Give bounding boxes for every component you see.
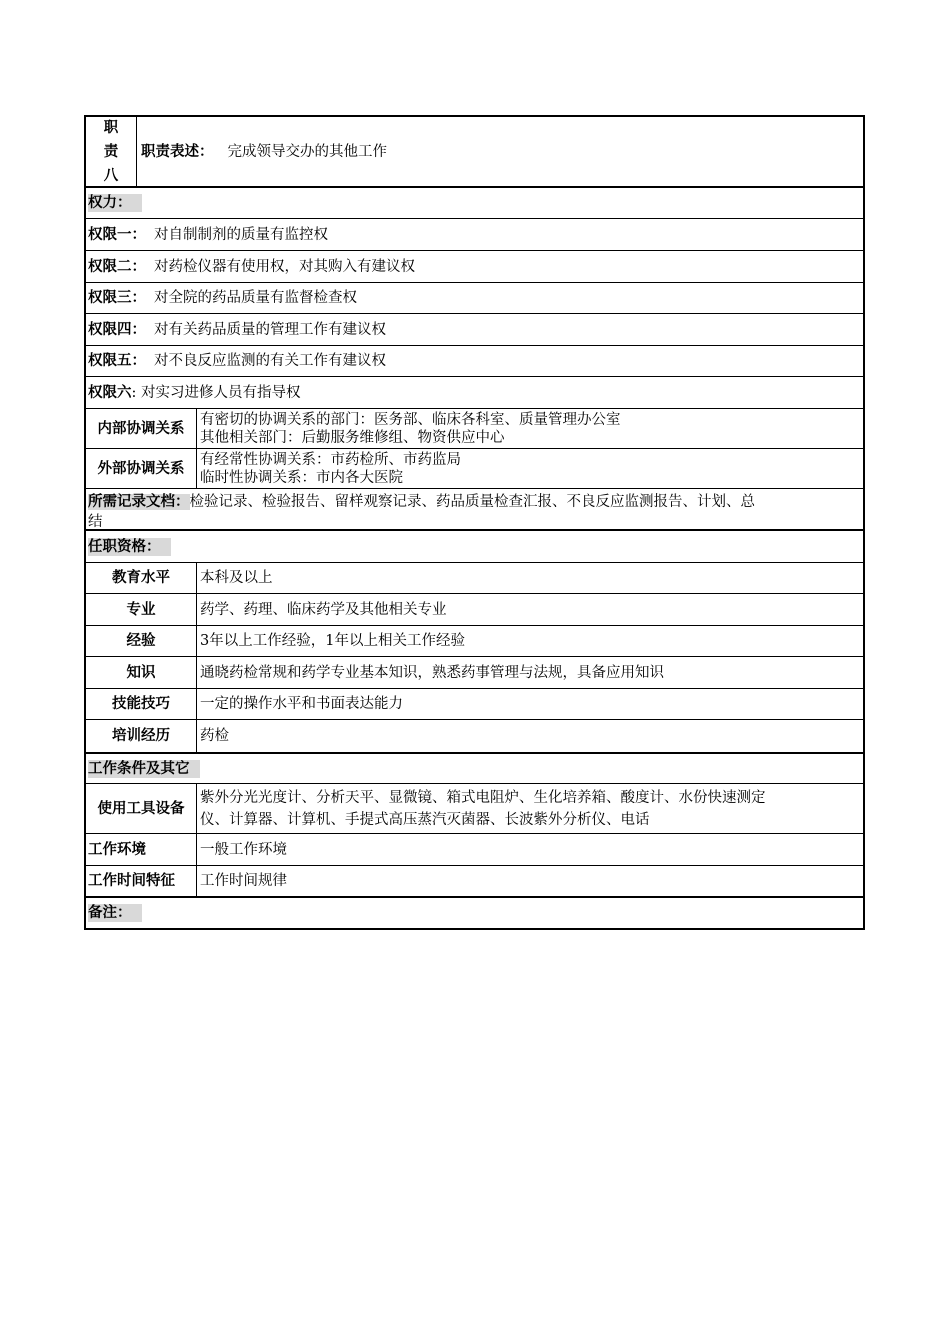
- records-label: 所需记录文档：: [88, 494, 190, 510]
- authority-item-text: 对有关药品质量的管理工作有建议权: [154, 321, 386, 338]
- qualification-row: [84, 626, 865, 657]
- qualification-value: 药检: [200, 728, 229, 744]
- environment-value: 一般工作环境: [200, 841, 287, 858]
- duty-label-char: 责: [103, 143, 119, 160]
- authority-header-row: [84, 188, 865, 219]
- authority-item-label: 权限四：: [88, 321, 146, 338]
- qualification-value: 通晓药检常规和药学专业基本知识，熟悉药事管理与法规，具备应用知识: [200, 664, 664, 681]
- environment-row: [84, 834, 865, 866]
- tools-line: 紫外分光光度计、分析天平、显微镜、箱式电阻炉、生化培养箱、酸度计、水份快速测定: [200, 789, 766, 806]
- internal-relations-value: [197, 409, 863, 448]
- external-relations-label: 外部协调关系: [97, 460, 185, 477]
- qualifications-header: 任职资格：: [88, 538, 171, 556]
- records-row: [84, 489, 865, 531]
- qualification-label: 培训经历: [112, 728, 170, 744]
- external-relations-value: [197, 449, 863, 488]
- qualification-label: 经验: [126, 633, 156, 649]
- internal-relations-line: 其他相关部门：后勤服务维修组、物资供应中心: [200, 429, 505, 446]
- authority-item-row: [84, 377, 865, 409]
- notes-row: [84, 898, 865, 930]
- authority-item-text: 对不良反应监测的有关工作有建议权: [154, 353, 386, 369]
- authority-item-label: 权限六: [88, 384, 132, 401]
- conditions-header: 工作条件及其它: [88, 760, 200, 778]
- qualification-label: 技能技巧: [112, 696, 170, 712]
- records-content: [86, 489, 863, 531]
- qualification-label: 教育水平: [112, 570, 170, 586]
- external-relations-row: [84, 449, 865, 489]
- authority-item-row: [84, 283, 865, 314]
- duty-eight-description: [137, 117, 863, 186]
- qualifications-header-row: [84, 531, 865, 563]
- job-description-table: [84, 115, 865, 930]
- authority-item-text: 对全院的药品质量有监督检查权: [154, 290, 357, 306]
- authority-item-text: : 对实习进修人员有指导权: [131, 384, 301, 401]
- notes-header: 备注：: [88, 904, 142, 922]
- internal-relations-row: [84, 409, 865, 449]
- authority-item-label: 权限一：: [88, 226, 146, 243]
- authority-header: 权力：: [88, 194, 142, 212]
- external-relations-label-cell: [86, 449, 197, 488]
- authority-item-row: [84, 314, 865, 346]
- conditions-header-row: [84, 754, 865, 784]
- authority-item-row: [84, 346, 865, 377]
- qualification-row: [84, 689, 865, 720]
- qualification-row: [84, 594, 865, 626]
- duty-desc-text: 完成领导交办的其他工作: [227, 143, 387, 160]
- duty-eight-row: [84, 115, 865, 188]
- authority-item-text: 对自制制剂的质量有监控权: [154, 226, 328, 243]
- tools-row: [84, 784, 865, 834]
- qualification-row: [84, 720, 865, 754]
- work-time-row: [84, 866, 865, 898]
- environment-label: 工作环境: [88, 841, 146, 858]
- duty-label-char: 职: [103, 119, 119, 136]
- authority-item-row: [84, 251, 865, 283]
- external-relations-line: 临时性协调关系：市内各大医院: [200, 469, 403, 486]
- internal-relations-label-cell: [86, 409, 197, 448]
- authority-item-row: [84, 219, 865, 251]
- qualification-row: [84, 563, 865, 594]
- qualification-label: 专业: [126, 601, 156, 618]
- tools-label: 使用工具设备: [97, 800, 185, 817]
- records-text-continued: 结: [88, 514, 103, 530]
- authority-item-label: 权限五：: [88, 353, 146, 369]
- qualification-value: 药学、药理、临床药学及其他相关专业: [200, 601, 447, 618]
- external-relations-line: 有经常性协调关系：市药检所、市药监局: [200, 451, 461, 468]
- qualification-label: 知识: [126, 664, 156, 681]
- qualification-value: 3年以上工作经验，1年以上相关工作经验: [200, 633, 465, 649]
- duty-label-char: 八: [103, 167, 119, 184]
- internal-relations-line: 有密切的协调关系的部门：医务部、临床各科室、质量管理办公室: [200, 411, 621, 428]
- qualification-row: [84, 657, 865, 689]
- authority-item-text: 对药检仪器有使用权，对其购入有建议权: [154, 258, 415, 275]
- internal-relations-label: 内部协调关系: [97, 420, 185, 437]
- work-time-label: 工作时间特征: [88, 873, 175, 889]
- authority-item-label: 权限三：: [88, 290, 146, 306]
- work-time-value: 工作时间规律: [200, 873, 287, 889]
- authority-item-label: 权限二：: [88, 258, 146, 275]
- records-text: 检验记录、检验报告、留样观察记录、药品质量检查汇报、不良反应监测报告、计划、总: [189, 494, 755, 510]
- qualification-value: 本科及以上: [200, 570, 273, 586]
- duty-desc-label: 职责表述：: [141, 143, 214, 160]
- duty-eight-label: [86, 117, 137, 186]
- qualification-value: 一定的操作水平和书面表达能力: [200, 696, 403, 712]
- tools-line: 仪、计算器、计算机、手提式高压蒸汽灭菌器、长波紫外分析仪、电话: [200, 811, 650, 828]
